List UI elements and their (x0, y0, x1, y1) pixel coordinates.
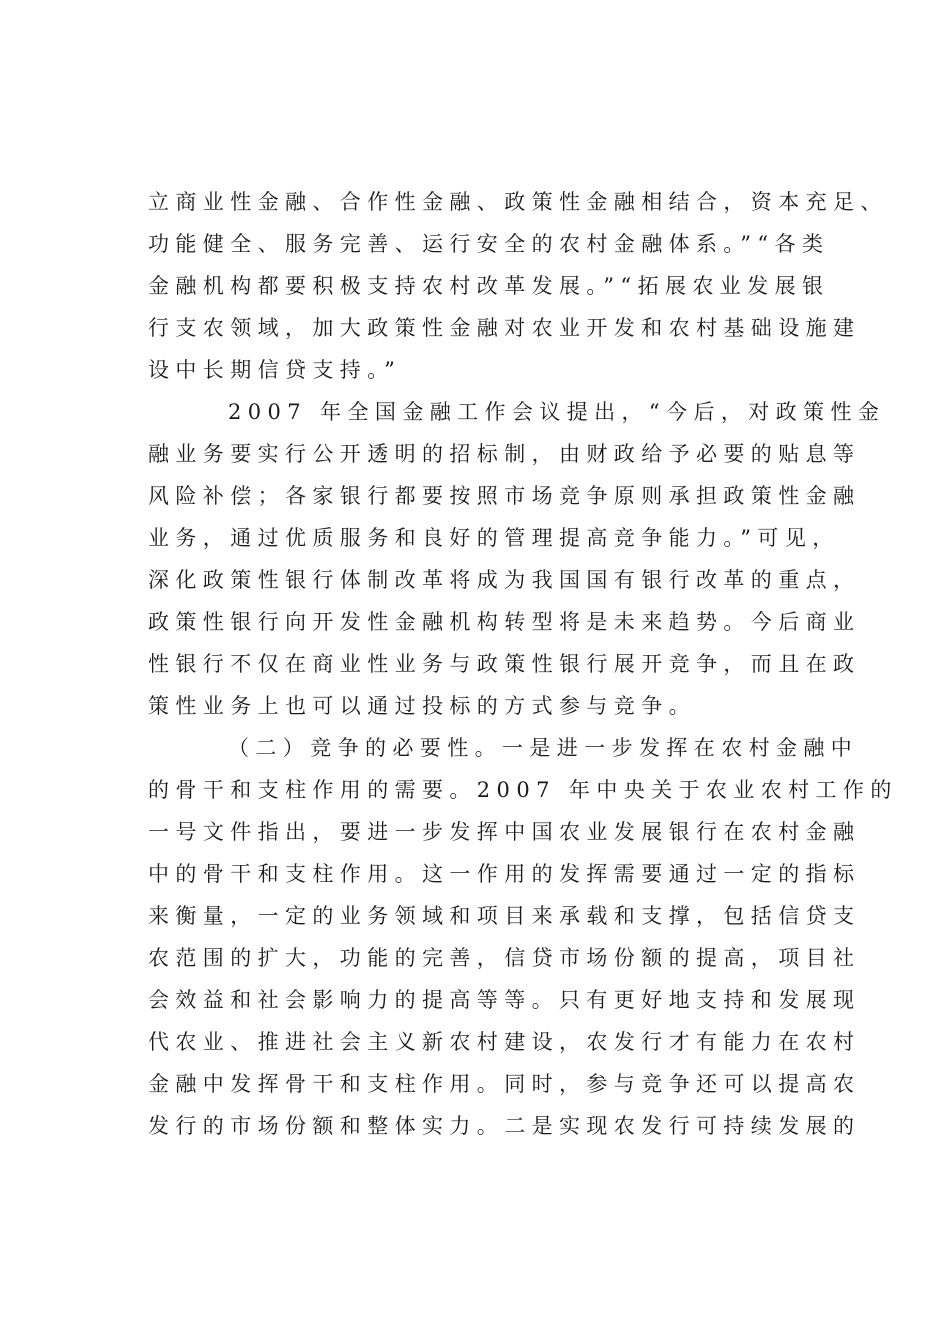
text-line: 功能健全、服务完善、运行安全的农村金融体系。”“各类 (148, 232, 830, 256)
text-line: 性银行不仅在商业性业务与政策性银行展开竞争，而且在政 (148, 652, 861, 676)
text-line: 策性业务上也可以通过投标的方式参与竞争。 (148, 694, 696, 718)
text-line: 一号文件指出，要进一步发挥中国农业发展银行在农村金融 (148, 820, 861, 844)
text-line: 设中长期信贷支持。” (148, 358, 402, 382)
text-line: 融业务要实行公开透明的招标制，由财政给予必要的贴息等 (148, 442, 861, 466)
text-line: 会效益和社会影响力的提高等等。只有更好地支持和发展现 (148, 988, 861, 1012)
body-text (148, 181, 898, 1147)
text-line: 金融中发挥骨干和支柱作用。同时，参与竞争还可以提高农 (148, 1072, 861, 1096)
text-line: 政策性银行向开发性金融机构转型将是未来趋势。今后商业 (148, 610, 861, 634)
text-line: 的骨干和支柱作用的需要。2007 年中央关于农业农村工作的 (148, 778, 898, 802)
text-line: 来衡量，一定的业务领域和项目来承载和支撑，包括信贷支 (148, 904, 861, 928)
text-line: 农范围的扩大，功能的完善，信贷市场份额的提高，项目社 (148, 946, 861, 970)
text-line: 金融机构都要积极支持农村改革发展。”“拓展农业发展银 (148, 274, 830, 298)
text-line: 行支农领域，加大政策性金融对农业开发和农村基础设施建 (148, 316, 861, 340)
text-line: 深化政策性银行体制改革将成为我国国有银行改革的重点， (148, 568, 861, 592)
text-line: 风险补偿；各家银行都要按照市场竞争原则承担政策性金融 (148, 484, 861, 508)
text-line: 代农业、推进社会主义新农村建设，农发行才有能力在农村 (148, 1030, 861, 1054)
text-line: 中的骨干和支柱作用。这一作用的发挥需要通过一定的指标 (148, 862, 861, 886)
text-line: 业务，通过优质服务和良好的管理提高竞争能力。”可见， (148, 526, 840, 550)
paragraph-start-line: 2007 年全国金融工作会议提出，“今后，对政策性金 (228, 400, 886, 424)
text-line: 立商业性金融、合作性金融、政策性金融相结合，资本充足、 (148, 190, 888, 214)
text-line: 发行的市场份额和整体实力。二是实现农发行可持续发展的 (148, 1114, 861, 1138)
paragraph-start-line: （二）竞争的必要性。一是进一步发挥在农村金融中 (228, 736, 859, 760)
